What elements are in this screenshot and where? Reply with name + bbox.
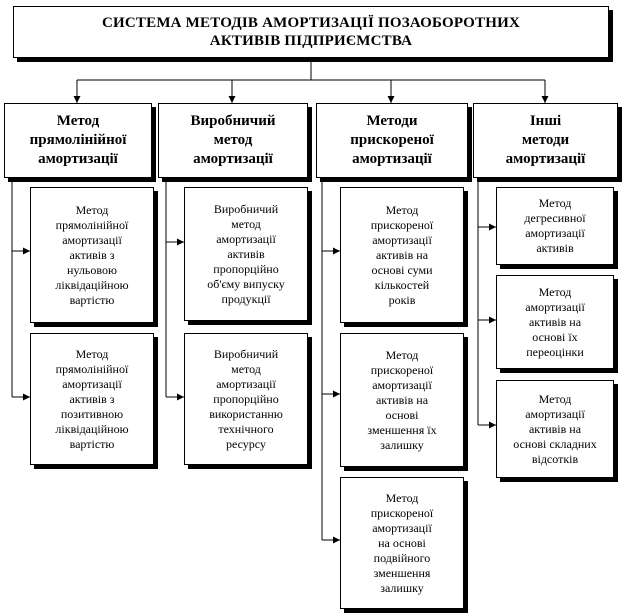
heading-text: Інші методи амортизації (505, 113, 586, 167)
method-text: Виробничий метод амортизації активів пропорційно об'єму випуску продукції (207, 201, 285, 306)
method-box (496, 187, 614, 265)
method-text: Метод амортизації активів на основі складних відсотків (513, 391, 597, 466)
heading-other-methods (473, 103, 618, 178)
heading-text: Виробничий метод амортизації (190, 113, 276, 167)
method-text: Метод прямолінійної амортизації активів з нульовою ліквідаційною вартістю (55, 202, 129, 307)
heading-straight-line-method (4, 103, 152, 178)
method-text: Метод прискореної амортизації активів на основі суми кількостей років (370, 202, 434, 307)
heading-production-method (158, 103, 308, 178)
method-text: Метод дегресивної амортизації активів (524, 196, 586, 255)
method-box (340, 333, 464, 467)
method-text: Метод амортизації активів на основі їх переоцінки (525, 284, 585, 359)
method-text: Метод прискореної амортизації на основі подвійного зменшення залишку (370, 490, 434, 595)
method-box (340, 187, 464, 323)
heading-text: Методи прискореної амортизації (350, 113, 434, 167)
method-box (184, 333, 308, 465)
method-box (496, 275, 614, 369)
method-text: Метод прямолінійної амортизації активів з позитивною ліквідаційною вартістю (55, 346, 129, 451)
method-text: Метод прискореної амортизації активів на основі зменшення їх залишку (367, 347, 437, 452)
diagram-title (13, 6, 609, 58)
method-box (30, 333, 154, 465)
method-text: Виробничий метод амортизації пропорційно використанню технічного ресурсу (209, 346, 283, 451)
method-box (496, 380, 614, 478)
diagram-title-text: СИСТЕМА МЕТОДІВ АМОРТИЗАЦІЇ ПОЗАОБОРОТНИХ АКТИВІВ ПІДПРИЄМСТВА (101, 15, 520, 49)
method-box (340, 477, 464, 609)
heading-accelerated-methods (316, 103, 468, 178)
method-box (184, 187, 308, 321)
heading-text: Метод прямолінійної амортизації (29, 113, 127, 167)
method-box (30, 187, 154, 323)
